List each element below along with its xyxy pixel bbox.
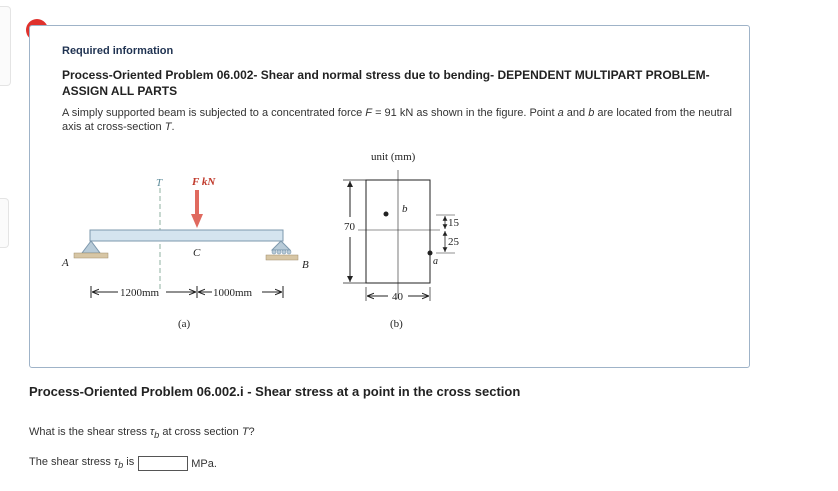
figure-b-caption: (b) [390, 318, 403, 330]
answer-prefix: The shear stress $\tau_b$ is [29, 456, 135, 471]
point-b-label: b [402, 203, 408, 215]
shear-stress-input[interactable] [138, 456, 188, 471]
point-b-marker [384, 212, 389, 217]
midpoint-c-label: C [193, 247, 201, 259]
figure-a-caption: (a) [178, 318, 191, 330]
dimension-right: 1000mm [213, 287, 253, 299]
roller-support-icon [272, 241, 290, 250]
figure-a-beam [61, 176, 309, 330]
question-text: What is the shear stress $\tau_b$ at cross section T? [29, 426, 255, 441]
section-t-label: T [156, 177, 163, 189]
problem-description: A simply supported beam is subjected to a concentrated force F = 91 kN as shown in the figure. Point a and b are located from the neutral axis at cross-section T. [62, 107, 732, 133]
ground-hatch [74, 253, 108, 258]
answer-unit: MPa. [191, 457, 217, 470]
dimension-15: 15 [448, 217, 459, 229]
pin-support-icon [82, 241, 100, 253]
support-a-label: A [62, 257, 69, 269]
point-a-marker [428, 251, 433, 256]
required-information-heading: Required information [62, 45, 174, 57]
ground-hatch [266, 255, 298, 260]
beam [90, 230, 283, 241]
support-b-label: B [302, 259, 309, 271]
point-a-label: a [433, 256, 438, 267]
figure-b-cross-section [343, 151, 460, 330]
part-title: Process-Oriented Problem 06.002.i - Shear stress at a point in the cross section [29, 384, 521, 399]
width-label: 40 [392, 291, 403, 303]
dimension-25: 25 [448, 236, 459, 248]
unit-label: unit (mm) [371, 151, 416, 163]
problem-title: Process-Oriented Problem 06.002- Shear and normal stress due to bending- DEPENDENT MULTIPART PROBLEM- ASSIGN ALL PARTS [62, 68, 710, 98]
dimension-left: 1200mm [120, 287, 160, 299]
height-label: 70 [344, 221, 355, 233]
force-arrow-icon [191, 214, 203, 228]
force-label: F kN [192, 176, 216, 188]
answer-row [29, 456, 217, 471]
